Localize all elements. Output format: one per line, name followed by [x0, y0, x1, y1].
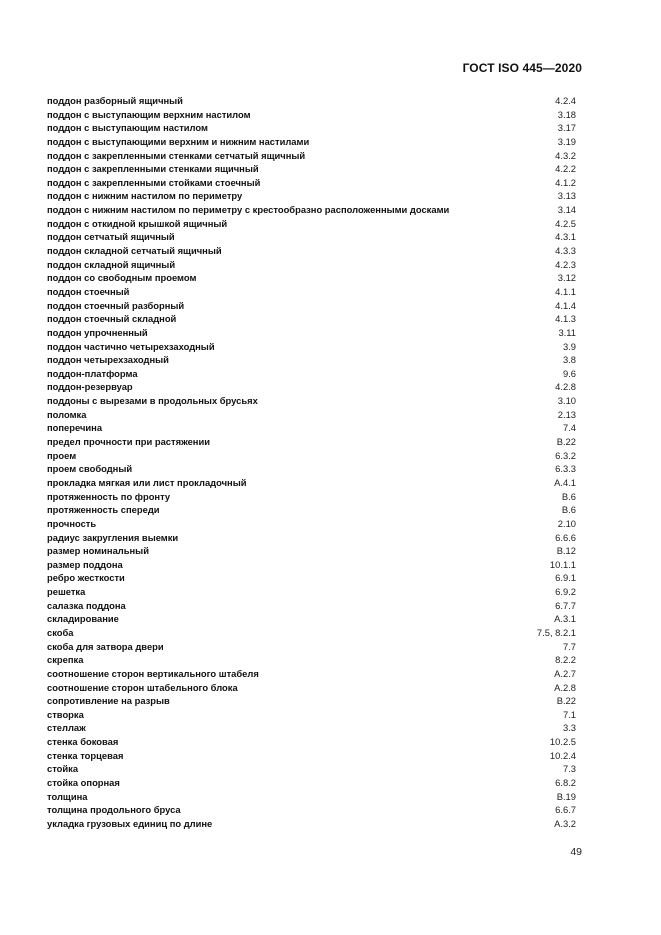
- index-reference: 10.1.1: [549, 558, 576, 570]
- index-entry: [47, 817, 576, 831]
- index-entry: [47, 326, 576, 340]
- index-entry: [47, 258, 576, 272]
- index-reference: 6.6.7: [555, 804, 576, 816]
- index-reference: В.22: [556, 436, 576, 448]
- index-entry: [47, 271, 576, 285]
- index-reference: 3.8: [562, 354, 576, 366]
- index-entry: [47, 135, 576, 149]
- index-term: проем: [47, 449, 77, 461]
- index-entry: [47, 340, 576, 354]
- index-entry: [47, 681, 576, 695]
- index-reference: А.2.7: [554, 667, 576, 679]
- index-term: поддон четырехзаходный: [47, 354, 169, 366]
- index-term: толщина продольного бруса: [47, 804, 181, 816]
- index-term: поддон с закрепленными стенками сетчатый ящичный: [47, 149, 306, 161]
- index-term: протяженность по фронту: [47, 490, 171, 502]
- index-reference: 4.2.3: [555, 258, 576, 270]
- index-reference: 7.1: [562, 708, 576, 720]
- index-term: скоба: [47, 626, 74, 638]
- index-reference: 3.14: [557, 204, 576, 216]
- index-entry: [47, 585, 576, 599]
- index-reference: А.2.8: [554, 681, 576, 693]
- index-reference: 6.3.2: [555, 449, 576, 461]
- index-term: поддон стоечный разборный: [47, 299, 185, 311]
- index-reference: 3.17: [557, 122, 576, 134]
- index-term: поддон-платформа: [47, 367, 138, 379]
- index-entry: [47, 94, 576, 108]
- index-entry: [47, 653, 576, 667]
- index-term: размер номинальный: [47, 545, 149, 557]
- index-term: створка: [47, 708, 84, 720]
- index-term: стеллаж: [47, 722, 86, 734]
- index-reference: А.4.1: [554, 476, 576, 488]
- index-term: соотношение сторон штабельного блока: [47, 681, 238, 693]
- index-term: салазка поддона: [47, 599, 126, 611]
- index-reference: 7.3: [562, 763, 576, 775]
- index-reference: В.22: [556, 695, 576, 707]
- index-term: предел прочности при растяжении: [47, 436, 210, 448]
- index-reference: 4.3.1: [555, 231, 576, 243]
- index-term: поддоны с вырезами в продольных брусьях: [47, 395, 258, 407]
- index-reference: 4.1.3: [555, 313, 576, 325]
- index-reference: 4.1.1: [555, 285, 576, 297]
- index-entry: [47, 421, 576, 435]
- index-term: поддон со свободным проемом: [47, 272, 197, 284]
- index-entry: [47, 149, 576, 163]
- index-term: сопротивление на разрыв: [47, 695, 170, 707]
- index-entry: [47, 476, 576, 490]
- index-entry: [47, 162, 576, 176]
- page-number: 49: [570, 846, 582, 858]
- index-reference: 7.4: [562, 422, 576, 434]
- index-entry: [47, 667, 576, 681]
- index-entry: [47, 721, 576, 735]
- index-entry: [47, 694, 576, 708]
- index-entry: [47, 285, 576, 299]
- index-term: скоба для затвора двери: [47, 640, 164, 652]
- index-entry: [47, 367, 576, 381]
- alphabetical-index: [47, 94, 576, 831]
- index-reference: 9.6: [562, 367, 576, 379]
- index-term: проем свободный: [47, 463, 133, 475]
- index-entry: [47, 490, 576, 504]
- index-reference: 2.10: [557, 517, 576, 529]
- index-reference: 3.18: [557, 108, 576, 120]
- index-reference: 6.8.2: [555, 777, 576, 789]
- index-reference: 4.2.4: [555, 95, 576, 106]
- index-term: поддон с выступающим верхним настилом: [47, 108, 251, 120]
- index-reference: 4.3.3: [555, 245, 576, 257]
- index-entry: [47, 544, 576, 558]
- index-entry: [47, 790, 576, 804]
- index-entry: [47, 380, 576, 394]
- index-entry: [47, 599, 576, 613]
- index-term: прочность: [47, 517, 97, 529]
- index-entry: [47, 244, 576, 258]
- index-entry: [47, 230, 576, 244]
- index-reference: 4.1.4: [555, 299, 576, 311]
- index-entry: [47, 626, 576, 640]
- index-term: поддон стоечный складной: [47, 313, 177, 325]
- index-term: протяженность спереди: [47, 504, 160, 516]
- index-entry: [47, 762, 576, 776]
- index-term: поддон-резервуар: [47, 381, 133, 393]
- index-entry: [47, 299, 576, 313]
- index-reference: 2.13: [557, 408, 576, 420]
- document-code-header: ГОСТ ISO 445—2020: [462, 61, 582, 75]
- index-entry: [47, 517, 576, 531]
- index-reference: 6.9.2: [555, 586, 576, 598]
- index-reference: 7.5, 8.2.1: [536, 626, 576, 638]
- index-term: соотношение сторон вертикального штабеля: [47, 667, 259, 679]
- index-term: скрепка: [47, 654, 84, 666]
- index-reference: 8.2.2: [555, 654, 576, 666]
- index-term: стойка: [47, 763, 79, 775]
- index-term: толщина: [47, 790, 88, 802]
- index-entry: [47, 217, 576, 231]
- index-term: поддон стоечный: [47, 285, 130, 297]
- index-term: поддон с нижним настилом по периметру: [47, 190, 243, 202]
- index-reference: 4.1.2: [555, 176, 576, 188]
- index-reference: 6.7.7: [555, 599, 576, 611]
- index-entry: [47, 708, 576, 722]
- index-reference: В.6: [561, 504, 576, 516]
- index-entry: [47, 435, 576, 449]
- index-term: складирование: [47, 613, 119, 625]
- index-reference: 3.10: [557, 395, 576, 407]
- index-entry: [47, 176, 576, 190]
- index-term: прокладка мягкая или лист прокладочный: [47, 476, 247, 488]
- index-entry: [47, 462, 576, 476]
- index-entry: [47, 803, 576, 817]
- index-entry: [47, 408, 576, 422]
- index-reference: 3.12: [557, 272, 576, 284]
- index-entry: [47, 312, 576, 326]
- index-reference: 4.3.2: [555, 149, 576, 161]
- index-reference: 6.3.3: [555, 463, 576, 475]
- index-term: ребро жесткости: [47, 572, 125, 584]
- index-term: стойка опорная: [47, 777, 120, 789]
- index-term: поддон с выступающими верхним и нижним настилами: [47, 135, 310, 147]
- index-entry: [47, 189, 576, 203]
- index-reference: 4.2.8: [555, 381, 576, 393]
- index-term: поддон с откидной крышкой ящичный: [47, 217, 228, 229]
- index-entry: [47, 749, 576, 763]
- index-term: стенка боковая: [47, 736, 119, 748]
- index-term: стенка торцевая: [47, 749, 124, 761]
- index-entry: [47, 394, 576, 408]
- index-reference: 10.2.5: [549, 736, 576, 748]
- index-reference: 6.9.1: [555, 572, 576, 584]
- index-entry: [47, 121, 576, 135]
- index-reference: 6.6.6: [555, 531, 576, 543]
- index-term: поддон складной ящичный: [47, 258, 176, 270]
- index-term: поддон сетчатый ящичный: [47, 231, 175, 243]
- index-entry: [47, 531, 576, 545]
- index-term: поперечина: [47, 422, 103, 434]
- index-entry: [47, 449, 576, 463]
- index-reference: 10.2.4: [549, 749, 576, 761]
- index-entry: [47, 571, 576, 585]
- index-reference: 3.19: [557, 135, 576, 147]
- index-term: поддон с выступающим настилом: [47, 122, 208, 134]
- index-term: радиус закругления выемки: [47, 531, 179, 543]
- index-entry: [47, 203, 576, 217]
- index-term: укладка грузовых единиц по длине: [47, 817, 213, 829]
- index-entry: [47, 735, 576, 749]
- index-entry: [47, 108, 576, 122]
- index-reference: А.3.1: [554, 613, 576, 625]
- index-reference: 3.9: [562, 340, 576, 352]
- index-entry: [47, 776, 576, 790]
- index-term: поддон частично четырехзаходный: [47, 340, 215, 352]
- index-entry: [47, 503, 576, 517]
- index-term: поддон с закрепленными стенками ящичный: [47, 163, 259, 175]
- index-reference: 4.2.2: [555, 163, 576, 175]
- index-reference: 3.13: [557, 190, 576, 202]
- index-reference: А.3.2: [554, 817, 576, 829]
- index-reference: В.19: [556, 790, 576, 802]
- index-entry: [47, 558, 576, 572]
- index-term: поддон разборный ящичный: [47, 95, 183, 106]
- index-term: решетка: [47, 586, 86, 598]
- index-term: размер поддона: [47, 558, 123, 570]
- index-reference: 7.7: [562, 640, 576, 652]
- index-reference: В.12: [556, 545, 576, 557]
- index-reference: В.6: [561, 490, 576, 502]
- index-term: поддон складной сетчатый ящичный: [47, 245, 222, 257]
- index-term: поддон с закрепленными стойками стоечный: [47, 176, 261, 188]
- index-entry: [47, 612, 576, 626]
- index-term: поломка: [47, 408, 87, 420]
- index-reference: 4.2.5: [555, 217, 576, 229]
- index-term: поддон с нижним настилом по периметру с крестообразно расположенными досками: [47, 204, 450, 216]
- index-reference: 3.3: [562, 722, 576, 734]
- index-entry: [47, 640, 576, 654]
- index-reference: 3.11: [558, 326, 576, 338]
- index-term: поддон упрочненный: [47, 326, 148, 338]
- index-entry: [47, 353, 576, 367]
